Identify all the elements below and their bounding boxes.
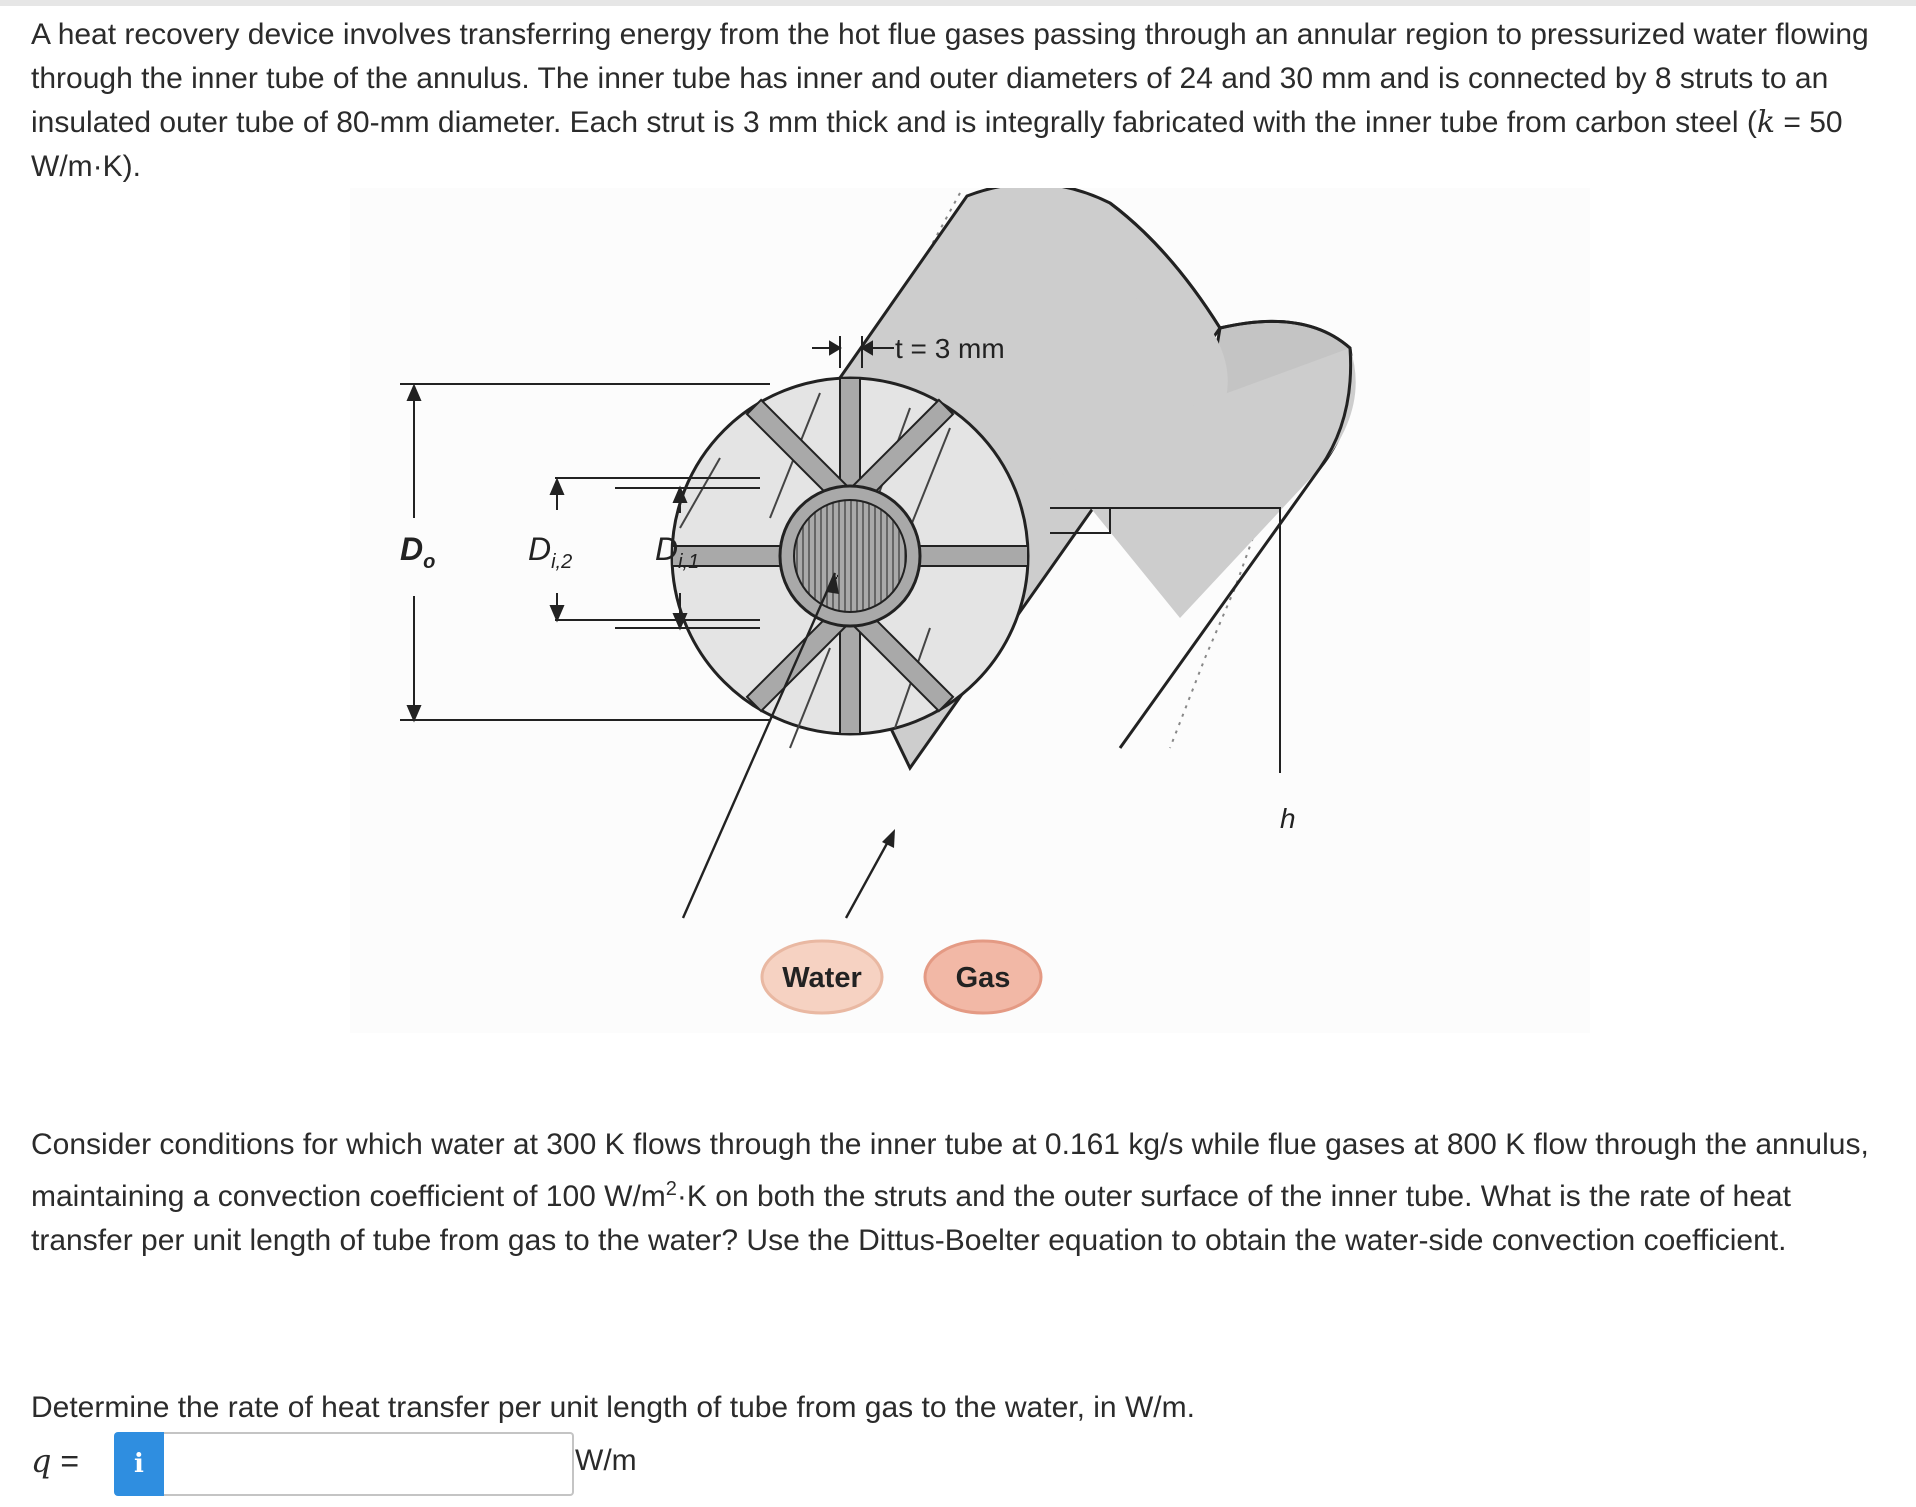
h-label: h	[1280, 803, 1296, 834]
problem-intro: A heat recovery device involves transferring energy from the hot flue gases passing through an annular region to pressurized water flowing through the inner tube of the annulus. The inner tube has inner and outer diameters of 24 and 30 mm and is connected by 8 struts to an insulated outer tube of 80-mm diameter. Each strut is 3 mm thick and is integrally fabricated with the inner tube from carbon steel (k = 50 W/m·K).	[31, 18, 1869, 183]
q-label: q =	[31, 1442, 80, 1480]
answer-row	[31, 1432, 931, 1498]
unit-label: W/m	[575, 1444, 637, 1477]
do-label: $D_o$	[400, 531, 436, 573]
answer-input[interactable]	[164, 1432, 574, 1496]
thickness-label: t = 3 mm	[895, 333, 1005, 364]
di2-label: $D_{i,2}$	[528, 531, 573, 573]
water-core	[794, 500, 906, 612]
top-divider	[0, 0, 1916, 6]
strut-right	[908, 546, 1028, 566]
di1-label: $D_{i,1}$	[655, 531, 700, 573]
water-label: Water	[782, 962, 862, 994]
strut-bottom	[840, 614, 860, 734]
question-prompt: Determine the rate of heat transfer per unit length of tube from gas to the water, in W/m.	[31, 1391, 1195, 1424]
figure-svg	[350, 188, 1590, 1033]
info-icon[interactable]: i	[114, 1432, 164, 1496]
heat-recovery-figure	[350, 188, 1590, 1033]
strut-top	[840, 378, 860, 498]
problem-conditions: Consider conditions for which water at 300 K flows through the inner tube at 0.161 kg/s while flue gases at 800 K flow through the annulus, maintaining a convection coefficient of 100 $W/m^2\cdot K$ on both the struts and the outer surface of the inner tube. What is the rate of heat transfer per unit length of tube from gas to the water? Use the Dittus-Boelter equation to obtain the water-side convection coefficient.	[31, 1128, 1869, 1257]
gas-label: Gas	[955, 962, 1011, 994]
